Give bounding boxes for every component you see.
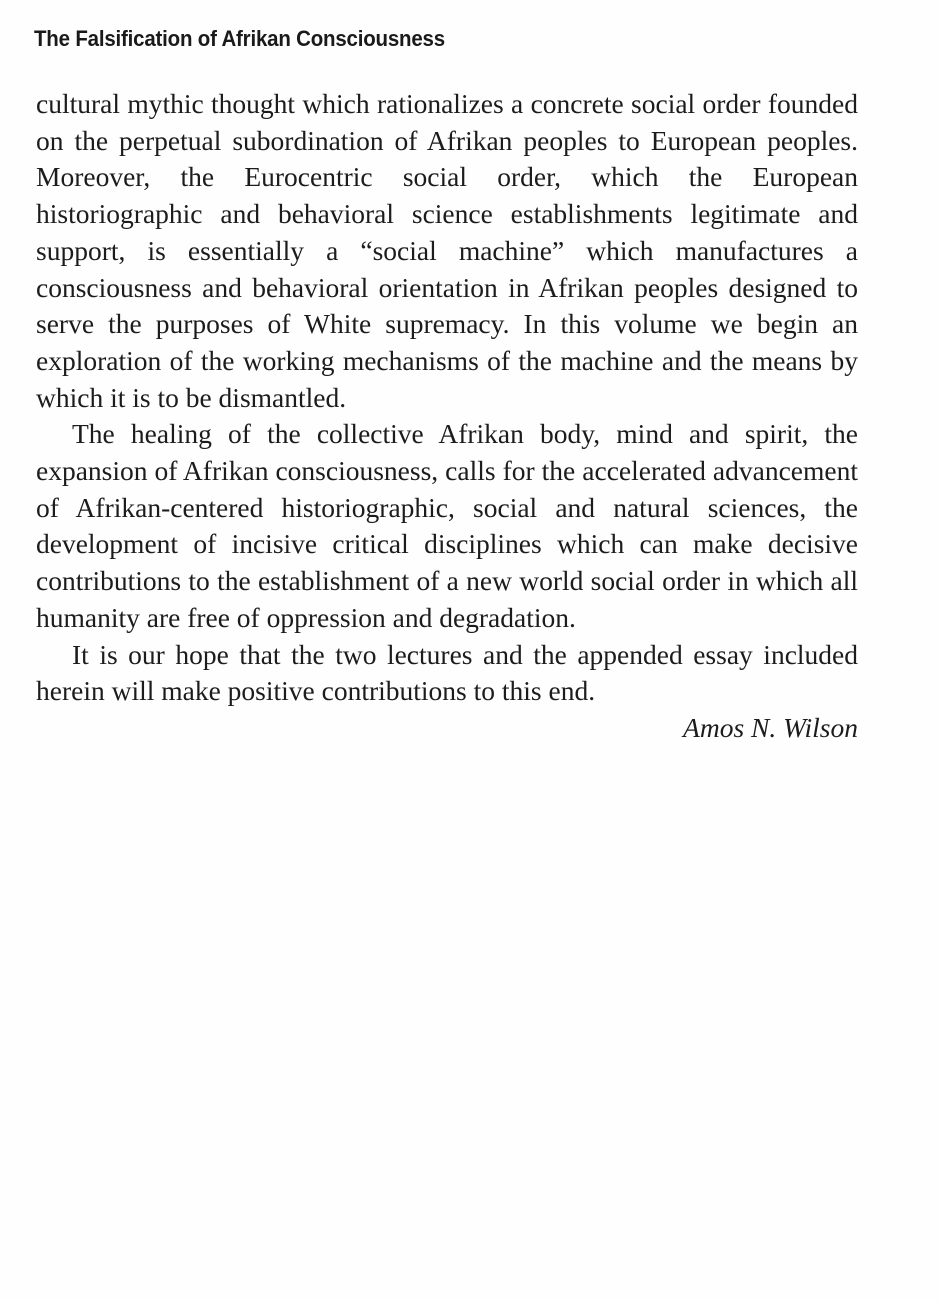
- running-head: The Falsification of Afrikan Consciousness: [34, 26, 445, 51]
- paragraph-continuation: cultural mythic thought which rationalizes a concrete social order founded on the perpetual subordination of Afrikan peoples to European peoples. Moreover, the Eurocentric social order, which the European historiographic and behavioral science establishments legitimate and support, is essentially a “social machine” which manufactures a consciousness and behavioral orientation in Afrikan peoples designed to serve the purposes of White supremacy. In this volume we begin an exploration of the working mechanisms of the machine and the means by which it is to be dismantled.: [36, 88, 858, 413]
- author-signature: Amos N. Wilson: [683, 711, 858, 743]
- body-text: [36, 86, 858, 747]
- paragraph-healing: The healing of the collective Afrikan body, mind and spirit, the expansion of Afrikan consciousness, calls for the accelerated advancement of Afrikan-centered historiographic, social and natural sciences, the development of incisive critical disciplines which can make decisive contributions to the establishment of a new world social order in which all humanity are free of oppression and degradation.: [36, 418, 858, 633]
- paragraph-hope: It is our hope that the two lectures and the appended essay included herein will make positive contributions to this end.: [36, 638, 858, 707]
